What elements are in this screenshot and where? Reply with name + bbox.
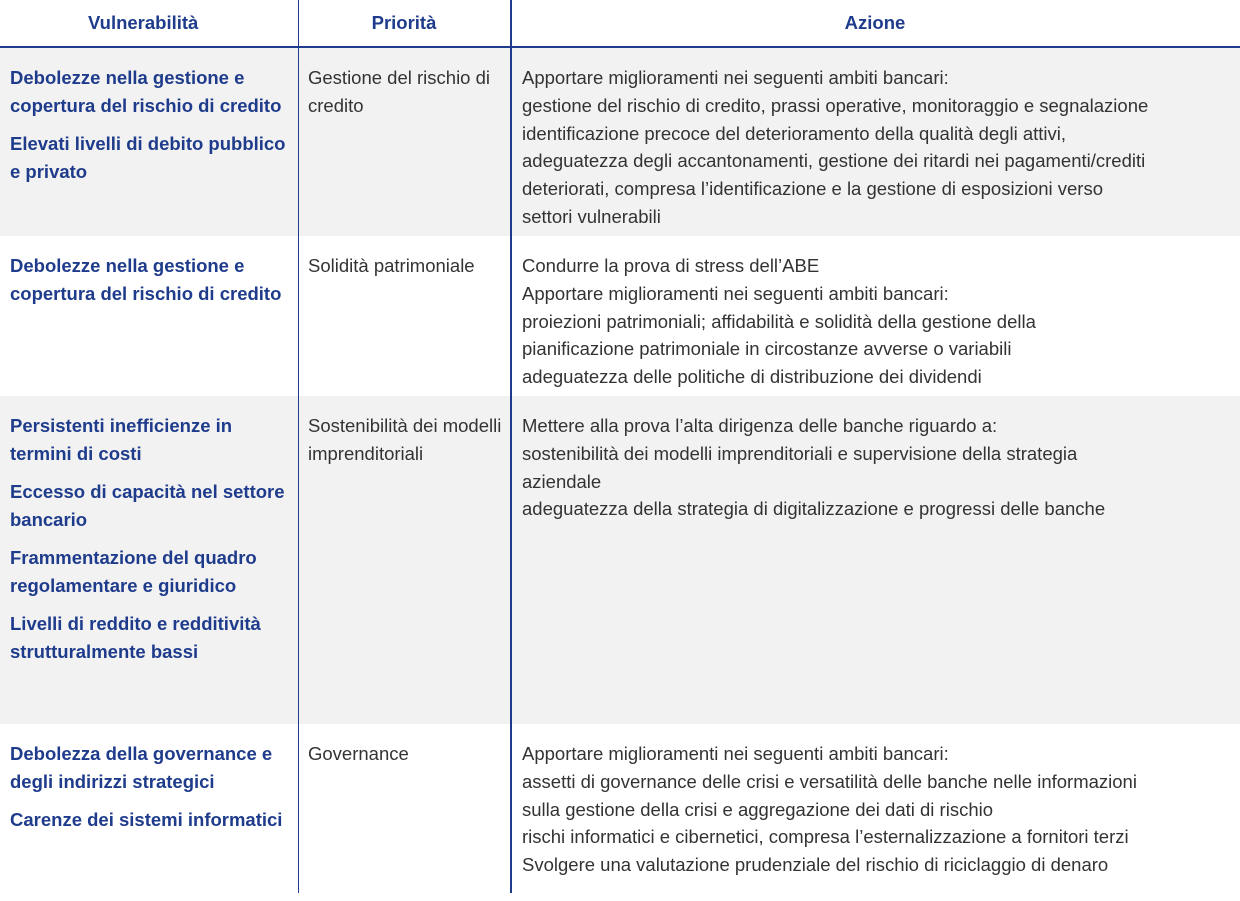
column-divider [510,0,512,893]
vulnerability-item: Elevati livelli di debito pubblico e privato [10,133,286,182]
vulnerability-item: Frammentazione del quadro regolamentare e giuridico [10,547,257,596]
vulnerability-item: Eccesso di capacità nel settore bancario [10,481,285,530]
row-4-vulnerabilities [0,724,298,901]
action-line: Apportare miglioramenti nei seguenti ambiti bancari: [522,282,949,304]
action-line: adeguatezza delle politiche di distribuzione dei dividendi [522,366,982,388]
action-line: sostenibilità dei modelli imprenditoriali e supervisione della strategia [522,442,1078,464]
action-line: Mettere alla prova l’alta dirigenza delle banche riguardo a: [522,415,998,436]
row-1-vulnerabilities [0,48,298,236]
vulnerability-item: Debolezze nella gestione e copertura del rischio di credito [10,67,282,116]
column-divider [298,0,299,893]
action-line: settori vulnerabili [522,205,661,227]
vulnerability-item: Carenze dei sistemi informatici [10,809,283,830]
header-priority: Priorità [298,0,510,48]
row-3-actions [510,396,1240,724]
vulnerability-item: Debolezze nella gestione e copertura del rischio di credito [10,255,282,304]
header-action: Azione [510,0,1240,48]
action-line: assetti di governance delle crisi e versatilità delle banche nelle informazioni [522,770,1137,792]
row-2-actions [510,236,1240,396]
vulnerability-item: Livelli di reddito e redditività strutturalmente bassi [10,613,261,662]
action-line: adeguatezza della strategia di digitalizzazione e progressi delle banche [522,498,1106,520]
action-line: Apportare miglioramenti nei seguenti ambiti bancari: [522,67,949,88]
row-1-actions [510,48,1240,236]
action-line: aziendale [522,470,602,492]
vulnerability-item: Persistenti inefficienze in termini di costi [10,415,233,464]
action-line: Svolgere una valutazione prudenziale del rischio di riciclaggio di denaro [522,854,1109,876]
action-line: pianificazione patrimoniale in circostanze avverse o variabili [522,338,1012,360]
action-line: Apportare miglioramenti nei seguenti ambiti bancari: [522,743,949,764]
action-line: adeguatezza degli accantonamenti, gestione dei ritardi nei pagamenti/crediti [522,150,1146,172]
action-line: Condurre la prova di stress dell’ABE [522,255,820,276]
action-line: deteriorati, compresa l’identificazione e la gestione di esposizioni verso [522,178,1104,200]
row-4-actions [510,724,1240,901]
row-2-priority: Solidità patrimoniale [308,255,475,276]
row-1-priority: Gestione del rischio di credito [298,48,510,236]
action-line: gestione del rischio di credito, prassi operative, monitoraggio e segnalazione [522,94,1149,116]
action-line: rischi informatici e cibernetici, compresa l’esternalizzazione a fornitori terzi [522,826,1129,848]
row-3-vulnerabilities [0,396,298,724]
action-line: identificazione precoce del deterioramento della qualità degli attivi, [522,122,1067,144]
vulnerability-item: Debolezza della governance e degli indirizzi strategici [10,743,273,792]
action-line: sulla gestione della crisi e aggregazione dei dati di rischio [522,798,994,820]
row-4-priority: Governance [308,743,409,764]
row-2-vulnerabilities [0,236,298,396]
row-3-priority: Sostenibilità dei modelli imprenditoriali [298,396,510,724]
header-vulnerability: Vulnerabilità [0,0,298,48]
action-line: proiezioni patrimoniali; affidabilità e solidità della gestione della [522,310,1036,332]
